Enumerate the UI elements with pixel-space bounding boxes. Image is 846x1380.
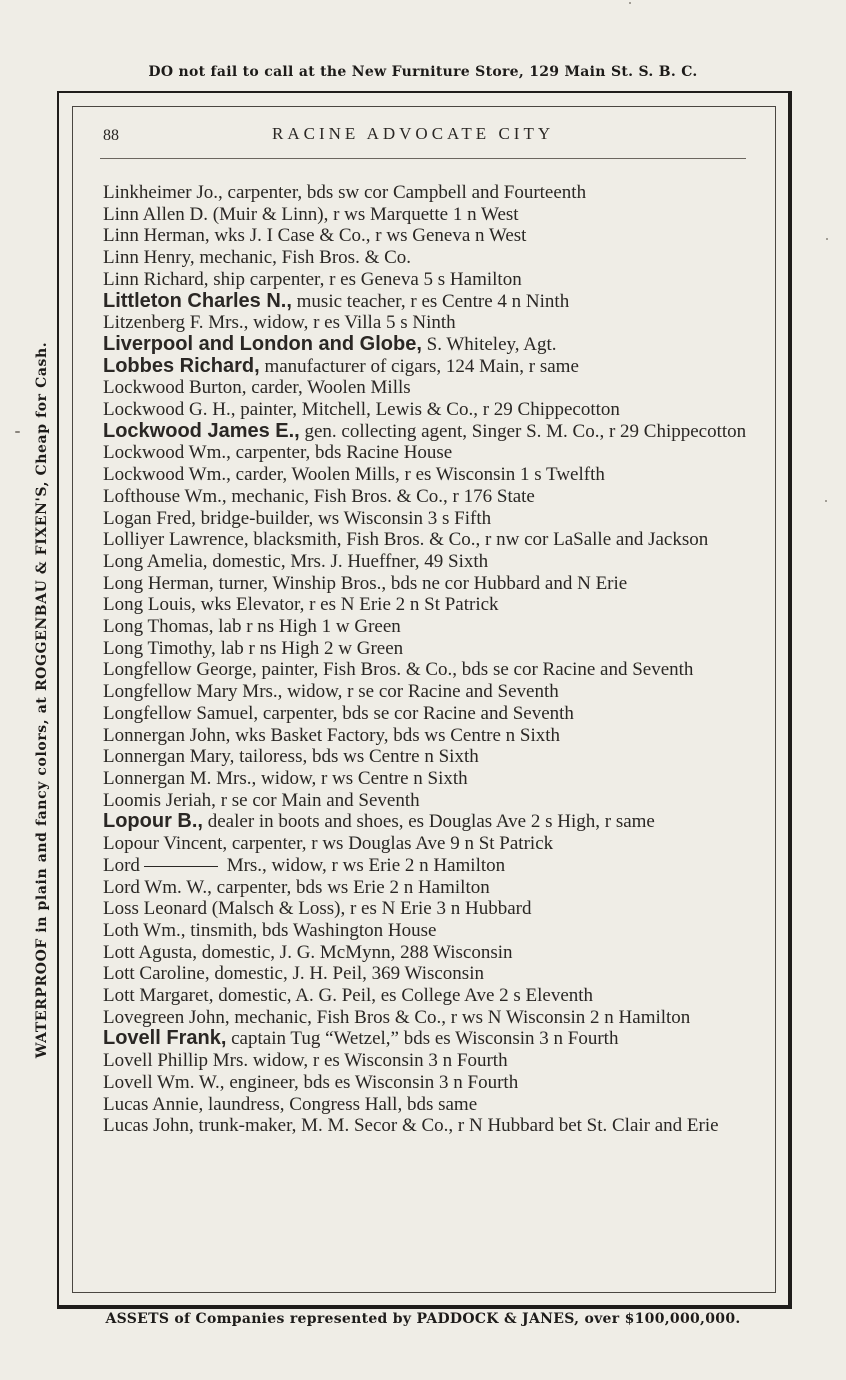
entry-details: domestic, J. G. McMynn, 288 Wisconsin <box>196 941 513 963</box>
entry-name: Lott Agusta, <box>103 941 197 963</box>
entry-name: Long Timothy, <box>103 637 216 659</box>
entry-name: Logan Fred, <box>103 507 196 529</box>
entry-details: wks Elevator, r es N Erie 2 n St Patrick <box>195 594 499 616</box>
entry-name: Loss Leonard <box>103 898 207 920</box>
entry-name: Lockwood Burton, <box>103 377 247 399</box>
directory-entry <box>103 898 751 920</box>
entry-name: Lott Margaret, <box>103 985 214 1007</box>
entry-name: Longfellow Mary Mrs., <box>103 681 283 703</box>
directory-entry <box>103 659 751 681</box>
directory-entry <box>103 1115 751 1137</box>
entry-details: gen. collecting agent, Singer S. M. Co., r 29 Chippecotton <box>299 420 747 442</box>
entry-details: blacksmith, Fish Bros. & Co., r nw cor LaSalle and Jackson <box>248 529 709 551</box>
entry-name: Lockwood Wm., <box>103 464 231 486</box>
directory-entry <box>103 703 751 725</box>
entry-name: Liverpool and London and Globe, <box>103 332 422 355</box>
entry-name: Lucas Annie, <box>103 1093 204 1115</box>
entry-details: engineer, bds es Wisconsin 3 n Fourth <box>224 1071 519 1093</box>
entry-name: Long Louis, <box>103 594 196 616</box>
bottom-advertisement: ASSETS of Companies represented by PADDOCK & JANES, over $100,000,000. <box>105 1311 741 1327</box>
entry-name: Linn Allen D. <box>103 203 209 225</box>
entry-details: widow, r es Villa 5 s Ninth <box>248 312 456 334</box>
directory-entry <box>103 963 751 985</box>
entry-name: Longfellow George, <box>103 659 257 681</box>
entry-name: Lopour Vincent, <box>103 833 228 855</box>
directory-entry <box>103 877 751 899</box>
running-head: RACINE ADVOCATE CITY <box>272 124 555 143</box>
entry-name: Lovell Frank, <box>103 1027 227 1050</box>
entry-name: Long Thomas, <box>103 616 214 638</box>
entry-details: painter, Mitchell, Lewis & Co., r 29 Chippecotton <box>235 399 620 421</box>
directory-entry <box>103 942 751 964</box>
entry-details: lab r ns High 1 w Green <box>213 616 401 638</box>
entry-details: Mrs., widow, r ws Erie 2 n Hamilton <box>221 854 506 876</box>
directory-entry <box>103 464 751 486</box>
directory-entry <box>103 811 751 833</box>
entry-name: Lord <box>103 854 140 876</box>
entry-details: bridge-builder, ws Wisconsin 3 s Fifth <box>195 507 492 529</box>
entry-name: Linkheimer Jo., <box>103 182 223 203</box>
entry-details: (Muir & Linn), r ws Marquette 1 n West <box>208 203 519 225</box>
entry-details: captain Tug “Wetzel,” bds es Wisconsin 3 n Fourth <box>226 1028 619 1050</box>
entry-name: Lockwood G. H., <box>103 399 236 421</box>
entry-name: Lockwood Wm., <box>103 442 231 464</box>
entry-details: lab r ns High 2 w Green <box>215 637 404 659</box>
entry-name: Lolliyer Lawrence, <box>103 529 249 551</box>
entry-name: Lofthouse Wm., <box>103 485 227 507</box>
entry-name: Longfellow Samuel, <box>103 702 259 724</box>
entry-details: carder, Woolen Mills, r es Wisconsin 1 s Twelfth <box>230 464 605 486</box>
top-advertisement: DO not fail to call at the New Furniture Store, 129 Main St. S. B. C. <box>148 64 698 80</box>
entry-details: dealer in boots and shoes, es Douglas Ave 2 s High, r same <box>202 811 655 833</box>
paper-speck <box>15 431 20 433</box>
entry-details: carpenter, bds se cor Racine and Seventh <box>258 702 574 724</box>
entry-name: Linn Richard, <box>103 268 209 290</box>
directory-entry <box>103 486 751 508</box>
directory-entry <box>103 356 751 378</box>
directory-entries <box>103 182 751 1137</box>
entry-details: carpenter, bds sw cor Campbell and Fourteenth <box>222 182 587 203</box>
directory-entry <box>103 182 751 204</box>
entry-name: Long Herman, <box>103 572 214 594</box>
entry-name: Lobbes Richard, <box>103 354 260 377</box>
entry-details: mechanic, Fish Bros. & Co. <box>194 247 412 269</box>
entry-details: S. Whiteley, Agt. <box>421 333 557 355</box>
entry-name: Lord Wm. W., <box>103 876 212 898</box>
entry-details: r se cor Main and Seventh <box>215 789 420 811</box>
directory-entry <box>103 551 751 573</box>
entry-name: Lonnergan John, <box>103 724 231 746</box>
entry-details: mechanic, Fish Bros. & Co., r 176 State <box>226 485 535 507</box>
entry-name: Linn Henry, <box>103 247 195 269</box>
entry-details: turner, Winship Bros., bds ne cor Hubbard and N Erie <box>213 572 628 594</box>
entry-details: ship carpenter, r es Geneva 5 s Hamilton <box>208 268 522 290</box>
entry-details: widow, r es Wisconsin 3 n Fourth <box>248 1050 508 1072</box>
directory-entry <box>103 1007 751 1029</box>
entry-details: wks J. I Case & Co., r ws Geneva n West <box>209 225 527 247</box>
directory-entry <box>103 269 751 291</box>
entry-details: tinsmith, bds Washington House <box>185 919 437 941</box>
paper-speck <box>825 500 827 502</box>
directory-entry <box>103 291 751 313</box>
entry-name: Loth Wm., <box>103 919 186 941</box>
entry-details: manufacturer of cigars, 124 Main, r same <box>259 355 579 377</box>
directory-entry <box>103 421 751 443</box>
entry-name: Lovell Phillip Mrs. <box>103 1050 249 1072</box>
entry-details: painter, Fish Bros. & Co., bds se cor Racine and Seventh <box>256 659 694 681</box>
entry-details: carpenter, r ws Douglas Ave 9 n St Patrick <box>227 833 554 855</box>
directory-entry <box>103 616 751 638</box>
entry-details: mechanic, Fish Bros & Co., r ws N Wisconsin 2 n Hamilton <box>229 1006 691 1028</box>
directory-entry <box>103 1050 751 1072</box>
directory-entry <box>103 790 751 812</box>
paper-speck <box>826 238 828 240</box>
entry-name: Loomis Jeriah, <box>103 789 216 811</box>
directory-entry <box>103 746 751 768</box>
entry-details: wks Basket Factory, bds ws Centre n Sixth <box>230 724 561 746</box>
entry-details: domestic, J. H. Peil, 369 Wisconsin <box>209 963 484 985</box>
directory-entry <box>103 594 751 616</box>
directory-entry <box>103 312 751 334</box>
directory-entry <box>103 247 751 269</box>
directory-entry <box>103 442 751 464</box>
directory-entry <box>103 529 751 551</box>
entry-name: Long Amelia, <box>103 550 208 572</box>
entry-name: Linn Herman, <box>103 225 210 247</box>
directory-entry <box>103 204 751 226</box>
directory-entry <box>103 833 751 855</box>
entry-name: Lovegreen John, <box>103 1006 230 1028</box>
header-rule <box>100 158 746 159</box>
directory-entry <box>103 334 751 356</box>
entry-details: tailoress, bds ws Centre n Sixth <box>234 746 479 768</box>
entry-name: Lopour B., <box>103 810 203 833</box>
paper-speck <box>629 2 631 4</box>
entry-details: (Malsch & Loss), r es N Erie 3 n Hubbard <box>206 898 532 920</box>
entry-details: trunk-maker, M. M. Secor & Co., r N Hubbard bet St. Clair and Erie <box>193 1115 719 1137</box>
entry-details: laundress, Congress Hall, bds same <box>203 1093 478 1115</box>
entry-details: music teacher, r es Centre 4 n Ninth <box>291 290 570 312</box>
directory-entry <box>103 681 751 703</box>
directory-entry <box>103 920 751 942</box>
page-number: 88 <box>103 127 119 144</box>
directory-entry <box>103 1028 751 1050</box>
entry-name: Lott Caroline, <box>103 963 210 985</box>
directory-entry <box>103 377 751 399</box>
entry-details: carpenter, bds Racine House <box>230 442 453 464</box>
entry-name: Lonnergan M. Mrs., <box>103 767 257 789</box>
directory-entry <box>103 638 751 660</box>
entry-name: Lockwood James E., <box>103 419 300 442</box>
entry-name: Lucas John, <box>103 1115 194 1137</box>
entry-name: Littleton Charles N., <box>103 289 292 312</box>
directory-entry <box>103 508 751 530</box>
directory-entry <box>103 399 751 421</box>
directory-entry <box>103 985 751 1007</box>
entry-details: widow, r se cor Racine and Seventh <box>282 681 559 703</box>
entry-details: domestic, A. G. Peil, es College Ave 2 s Eleventh <box>213 985 594 1007</box>
directory-entry <box>103 768 751 790</box>
entry-name: Lonnergan Mary, <box>103 746 235 768</box>
entry-details: domestic, Mrs. J. Hueffner, 49 Sixth <box>207 550 489 572</box>
directory-entry <box>103 225 751 247</box>
directory-entry <box>103 855 751 877</box>
side-advertisement: WATERPROOF in plain and fancy colors, at ROGGENBAU & FIXEN'S, Cheap for Cash. <box>34 341 50 1059</box>
directory-entry <box>103 1072 751 1094</box>
entry-details: widow, r ws Centre n Sixth <box>256 767 468 789</box>
entry-name: Lovell Wm. W., <box>103 1071 225 1093</box>
entry-name: Litzenberg F. Mrs., <box>103 312 249 334</box>
entry-details: carpenter, bds ws Erie 2 n Hamilton <box>211 876 490 898</box>
entry-details: carder, Woolen Mills <box>246 377 411 399</box>
directory-entry <box>103 573 751 595</box>
blank-name-rule <box>144 866 218 867</box>
directory-entry <box>103 1094 751 1116</box>
directory-entry <box>103 725 751 747</box>
